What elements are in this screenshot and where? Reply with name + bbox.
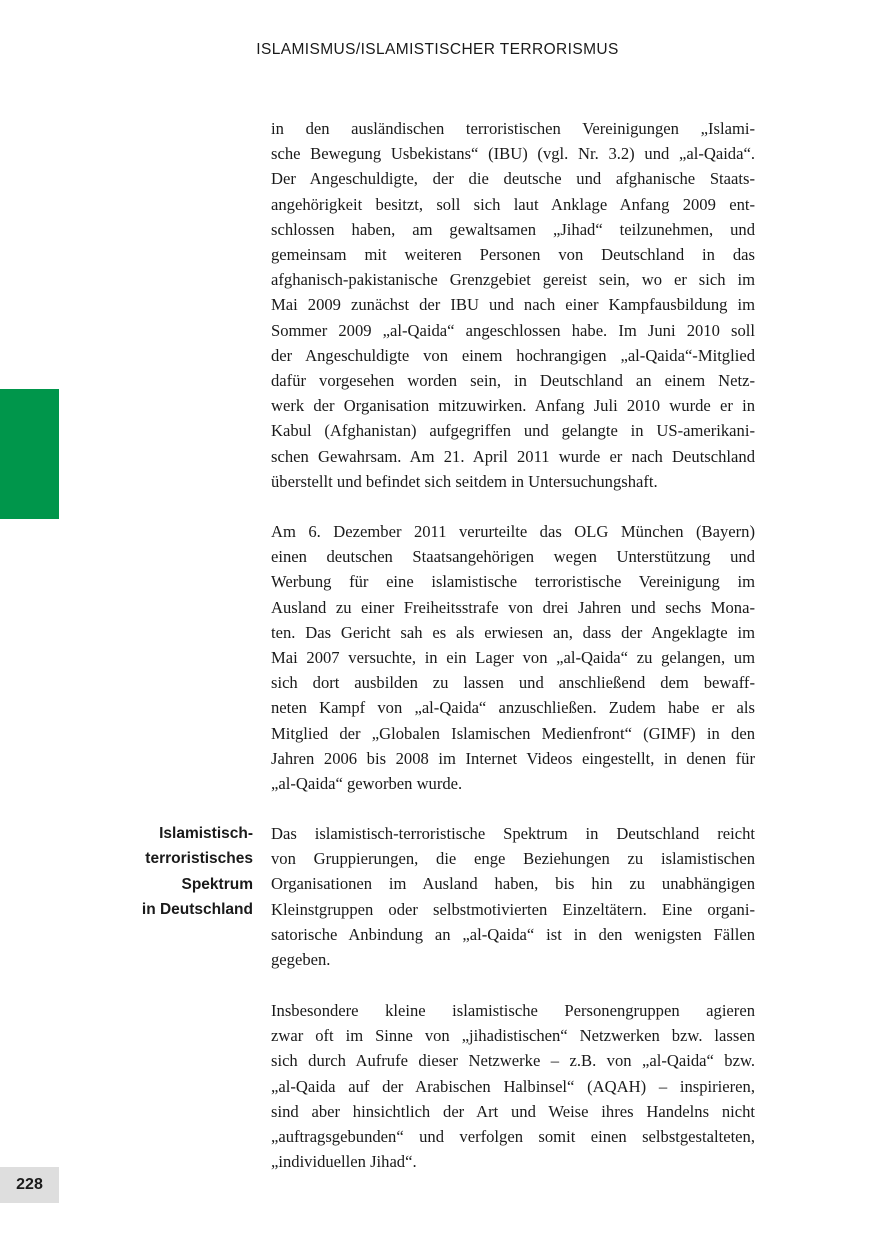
text-line: Mai 2009 zunächst der IBU und nach einer Kampfausbildung im [271, 295, 755, 315]
text-line: dafür vorgesehen worden sein, in Deutschland an einem Netz- [271, 371, 755, 391]
text-line: sich dort ausbilden zu lassen und anschließend dem bewaff- [271, 673, 755, 693]
text-line: Am 6. Dezember 2011 verurteilte das OLG München (Bayern) [271, 522, 755, 541]
text-line: gegeben. [271, 950, 331, 970]
text-line: Insbesondere kleine islamistische Personengruppen agieren [271, 1001, 755, 1020]
text-line: Mai 2007 versuchte, in ein Lager von „al-Qaida“ zu gelangen, um [271, 648, 755, 668]
text-line: überstellt und befindet sich seitdem in Untersuchungshaft. [271, 471, 658, 491]
text-line: ten. Das Gericht sah es als erwiesen an, dass der Angeklagte im [271, 622, 755, 642]
text-line: in den ausländischen terroristischen Vereinigungen „Islami- [271, 119, 755, 138]
paragraph-4 [271, 998, 755, 1174]
text-line: Ausland zu einer Freiheitsstrafe von drei Jahren und sechs Mona- [271, 597, 755, 617]
marginal-heading-line: Spektrum [181, 875, 253, 893]
text-line: Kleinstgruppen oder selbstmotivierten Einzeltätern. Eine organi- [271, 899, 755, 919]
text-line: afghanisch-pakistanische Grenzgebiet gereist sein, wo er sich im [271, 270, 755, 290]
paragraph-2 [271, 519, 755, 796]
paragraph-1 [271, 116, 755, 494]
text-line: angehörigkeit besitzt, soll sich laut Anklage Anfang 2009 ent- [271, 194, 755, 214]
text-line: „al-Qaida auf der Arabischen Halbinsel“ (AQAH) – inspirieren, [271, 1076, 755, 1096]
marginal-heading-line: Islamistisch- [159, 825, 253, 842]
text-line: sche Bewegung Usbekistans“ (IBU) (vgl. Nr. 3.2) und „al-Qaida“. [271, 144, 755, 164]
text-line: „al-Qaida“ geworben wurde. [271, 774, 463, 794]
text-line: der Angeschuldigte von einem hochrangigen „al-Qaida“-Mitglied [271, 345, 755, 365]
text-line: Jahren 2006 bis 2008 im Internet Videos eingestellt, in denen für [271, 748, 755, 768]
text-line: sind aber hinsichtlich der Art und Weise ihres Handelns nicht [271, 1101, 755, 1121]
page-number: 228 [0, 1167, 59, 1203]
marginal-heading [120, 821, 253, 923]
text-line: „auftragsgebunden“ und verfolgen somit einen selbstgestalteten, [271, 1127, 755, 1147]
text-line: Kabul (Afghanistan) aufgegriffen und gelangte in US-amerikani- [271, 421, 755, 441]
paragraph-3 [271, 821, 755, 972]
text-line: Organisationen im Ausland haben, bis hin zu unabhängigen [271, 874, 755, 894]
text-line: schen Gewahrsam. Am 21. April 2011 wurde er nach Deutschland [271, 446, 755, 466]
chapter-color-tab [0, 389, 59, 519]
text-line: Werbung für eine islamistische terroristische Vereinigung im [271, 572, 755, 592]
text-line: Das islamistisch-terroristische Spektrum in Deutschland reicht [271, 824, 755, 843]
marginal-heading-line: in Deutschland [141, 901, 253, 919]
text-line: satorische Anbindung an „al-Qaida“ ist in den wenigsten Fällen [271, 924, 755, 944]
running-header: ISLAMISMUS/ISLAMISTISCHER TERRORISMUS [256, 41, 619, 58]
text-line: einen deutschen Staatsangehörigen wegen Unterstützung und [271, 547, 755, 567]
text-line: „individuellen Jihad“. [271, 1152, 417, 1172]
text-line: werk der Organisation mitzuwirken. Anfang Juli 2010 wurde er in [271, 396, 755, 416]
marginal-heading-line: terroristisches [145, 850, 253, 868]
text-line: Der Angeschuldigte, der die deutsche und afghanische Staats- [271, 169, 755, 189]
text-line: von Gruppierungen, die enge Beziehungen zu islamistischen [271, 849, 755, 869]
text-line: Mitglied der „Globalen Islamischen Medienfront“ (GIMF) in den [271, 723, 755, 743]
text-line: gemeinsam mit weiteren Personen von Deutschland in das [271, 245, 755, 265]
text-line: zwar oft im Sinne von „jihadistischen“ Netzwerken bzw. lassen [271, 1026, 755, 1046]
text-line: neten Kampf von „al-Qaida“ anzuschließen. Zudem habe er als [271, 698, 755, 718]
text-line: sich durch Aufrufe dieser Netzwerke – z.B. von „al-Qaida“ bzw. [271, 1051, 755, 1071]
text-line: Sommer 2009 „al-Qaida“ angeschlossen habe. Im Juni 2010 soll [271, 320, 755, 340]
text-line: schlossen haben, am gewaltsamen „Jihad“ teilzunehmen, und [271, 219, 755, 239]
